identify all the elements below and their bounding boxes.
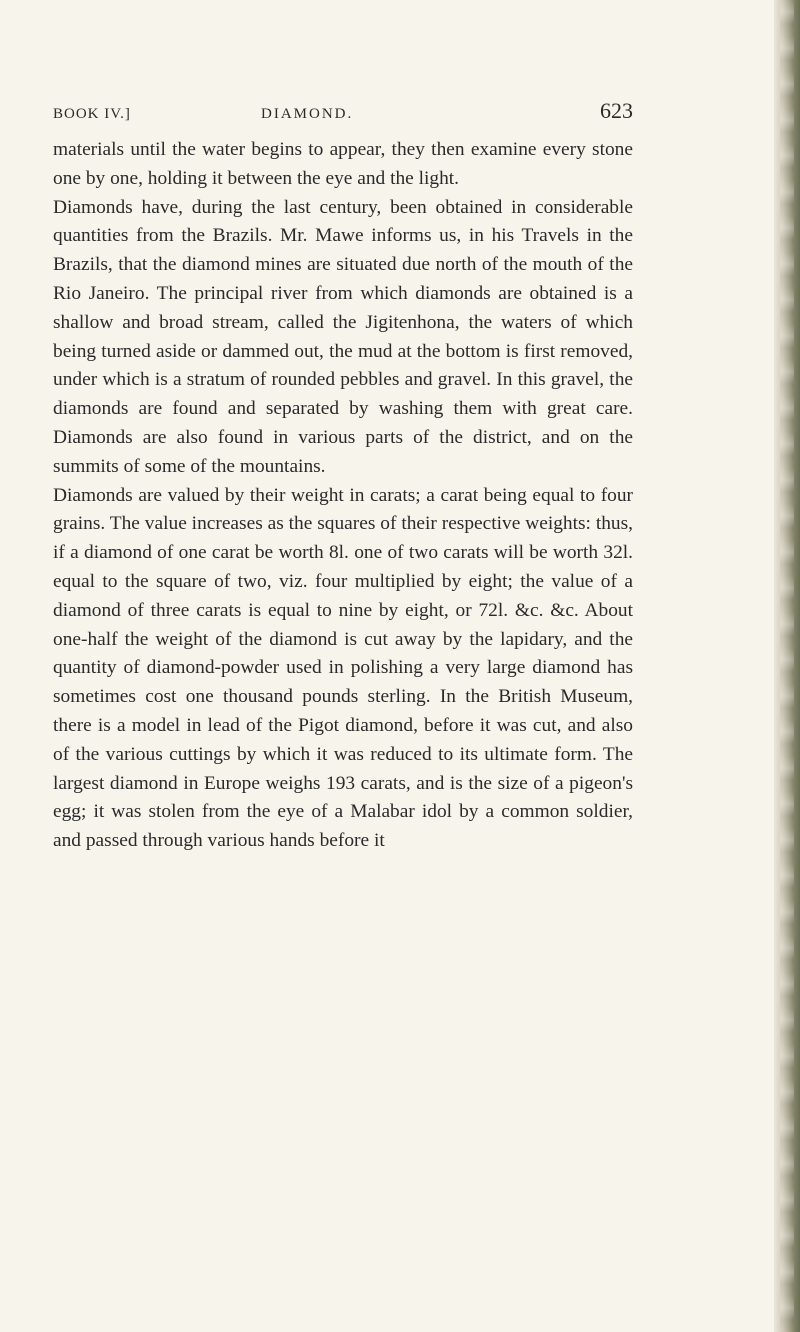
page-edge-binding	[774, 0, 800, 1332]
body-text	[53, 136, 633, 856]
paragraph-diamond-value: Diamonds are valued by their weight in carats; a carat being equal to four grains. The value increases as the squares of their respective weights: thus, if a diamond of one carat be worth 8l. one of two carats will be worth 32l. equal to the square of two, viz. four multiplied by eight; the value of a diamond of three carats is equal to nine by eight, or 72l. &c. &c. About one-half the weight of the diamond is cut away by the lapidary, and the quantity of diamond-powder used in polishing a very large diamond has sometimes cost one thousand pounds sterling. In the British Museum, there is a model in lead of the Pigot diamond, before it was cut, and also of the various cuttings by which it was reduced to its ultimate form. The largest diamond in Europe weighs 193 carats, and is the size of a pigeon's egg; it was stolen from the eye of a Malabar idol by a common soldier, and passed through various hands before it	[53, 484, 633, 852]
running-head-title: DIAMOND.	[261, 106, 354, 122]
paragraph-continuation: materials until the water begins to appear, they then examine every stone one by one, holding it between the eye and the light.	[53, 139, 633, 189]
running-head-book: BOOK IV.]	[53, 106, 131, 122]
paragraph-brazil-diamonds: Diamonds have, during the last century, been obtained in considerable quantities from the Brazils. Mr. Mawe informs us, in his Travels in the Brazils, that the diamond mines are situated due north of the mouth of the Rio Janeiro. The principal river from which diamonds are obtained is a shallow and broad stream, called the Jigitenhona, the waters of which being turned aside or dammed out, the mud at the bottom is first removed, under which is a stratum of rounded pebbles and gravel. In this gravel, the diamonds are found and separated by washing them with great care. Diamonds are also found in various parts of the district, and on the summits of some of the mountains.	[53, 196, 633, 477]
page-number: 623	[600, 98, 633, 123]
running-header	[53, 98, 633, 130]
